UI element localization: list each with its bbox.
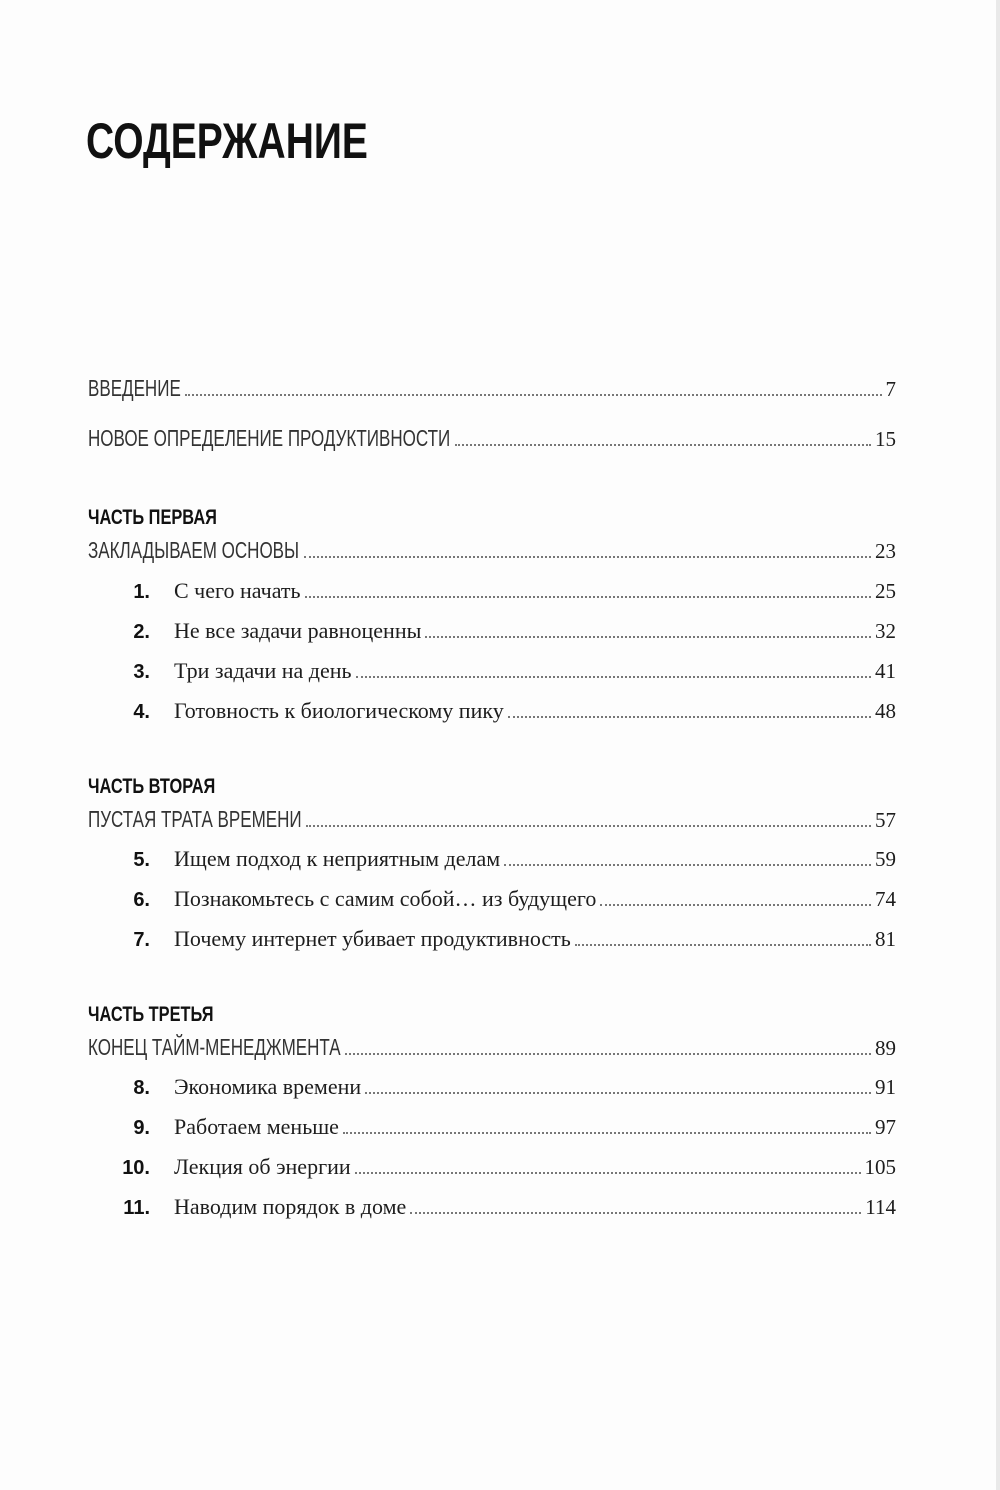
leader-dots [305, 595, 871, 598]
leader-dots [356, 675, 871, 678]
chapter-title: С чего начать [174, 578, 301, 603]
chapter-number: 6. [133, 889, 150, 911]
chapter-page: 32 [875, 619, 896, 643]
toc-chapter [122, 1154, 896, 1186]
toc-section-label: ЗАКЛАДЫВАЕМ ОСНОВЫ [88, 537, 300, 563]
leader-dots [365, 1091, 871, 1094]
leader-dots [508, 715, 871, 718]
toc-entry-label: ВВЕДЕНИЕ [88, 375, 181, 401]
page-edge [996, 0, 1000, 1490]
leader-dots [425, 635, 871, 638]
leader-dots [304, 555, 871, 558]
toc-chapter [133, 698, 896, 730]
leader-dots [345, 1052, 871, 1055]
toc-entry-productivity [88, 425, 896, 457]
toc-chapter [133, 618, 896, 650]
chapter-number: 5. [133, 849, 150, 871]
toc-chapter [133, 1074, 896, 1106]
chapter-page: 25 [875, 579, 896, 603]
chapter-page: 59 [875, 847, 896, 871]
toc-chapter [133, 578, 896, 610]
part-heading: ЧАСТЬ ПЕРВАЯ [88, 506, 217, 529]
chapter-title: Наводим порядок в доме [174, 1194, 407, 1219]
chapter-title: Не все задачи равноценны [174, 618, 422, 643]
leader-dots [575, 943, 871, 946]
chapter-number: 8. [133, 1077, 150, 1099]
toc-entry-page: 7 [885, 377, 896, 401]
toc-section [88, 1034, 896, 1066]
toc-chapter [133, 658, 896, 690]
toc-chapter [133, 926, 896, 958]
leader-dots [355, 1171, 861, 1174]
toc-chapter [133, 1114, 896, 1146]
chapter-page: 81 [875, 927, 896, 951]
chapter-title: Почему интернет убивает продуктивность [174, 926, 571, 951]
chapter-number: 4. [133, 701, 150, 723]
chapter-page: 91 [875, 1075, 896, 1099]
chapter-title: Экономика времени [174, 1074, 362, 1099]
chapter-number: 2. [133, 621, 150, 643]
chapter-number: 11. [123, 1197, 150, 1219]
chapter-title: Три задачи на день [174, 658, 352, 683]
toc-section-page: 23 [875, 539, 896, 563]
chapter-page: 74 [875, 887, 896, 911]
leader-dots [600, 903, 871, 906]
chapter-title: Ищем подход к неприятным делам [174, 846, 501, 871]
leader-dots [410, 1211, 861, 1214]
toc-section-page: 89 [875, 1036, 896, 1060]
chapter-page: 97 [875, 1115, 896, 1139]
chapter-title: Лекция об энергии [174, 1154, 351, 1179]
chapter-number: 10. [122, 1157, 150, 1179]
toc-entry-label: НОВОЕ ОПРЕДЕЛЕНИЕ ПРОДУКТИВНОСТИ [88, 425, 451, 451]
toc-entry-intro [88, 375, 896, 407]
part-heading: ЧАСТЬ ТРЕТЬЯ [88, 1003, 214, 1026]
leader-dots [306, 824, 871, 827]
chapter-number: 3. [133, 661, 150, 683]
toc-chapter [133, 846, 896, 878]
toc-chapter [123, 1194, 896, 1226]
toc-section-page: 57 [875, 808, 896, 832]
chapter-number: 7. [133, 929, 150, 951]
chapter-page: 114 [865, 1195, 896, 1219]
toc-section-label: ПУСТАЯ ТРАТА ВРЕМЕНИ [88, 806, 302, 832]
chapter-page: 41 [875, 659, 896, 683]
leader-dots [455, 443, 871, 446]
chapter-number: 9. [133, 1117, 150, 1139]
leader-dots [504, 863, 871, 866]
leader-dots [343, 1131, 871, 1134]
page-title: СОДЕРЖАНИЕ [86, 113, 368, 169]
leader-dots [185, 393, 882, 396]
toc-chapter [133, 886, 896, 918]
chapter-title: Познакомьтесь с самим собой… из будущего [174, 886, 597, 911]
toc-section [88, 806, 896, 838]
toc-entry-page: 15 [875, 427, 896, 451]
chapter-number: 1. [133, 581, 150, 603]
part-heading: ЧАСТЬ ВТОРАЯ [88, 775, 216, 798]
chapter-title: Готовность к биологическому пику [174, 698, 504, 723]
chapter-page: 48 [875, 699, 896, 723]
toc-section-label: КОНЕЦ ТАЙМ-МЕНЕДЖМЕНТА [88, 1034, 341, 1060]
chapter-title: Работаем меньше [174, 1114, 339, 1139]
chapter-page: 105 [864, 1155, 896, 1179]
toc-section [88, 537, 896, 569]
